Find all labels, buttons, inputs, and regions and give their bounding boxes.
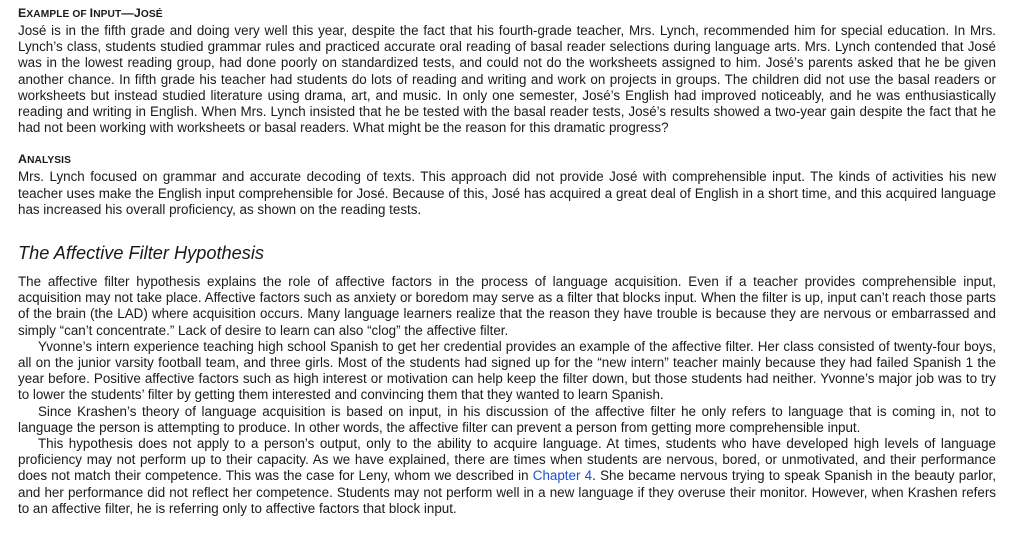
example-label: EXAMPLE OF INPUT—JOSÉ — [18, 6, 163, 20]
analysis-paragraph: Mrs. Lynch focused on grammar and accurate decoding of texts. This approach did not provide José with comprehensible input. The kinds of activities his new teacher uses make the English input comprehensible for José. Because of this, José has acquired a great deal of English in a short time, and this acquired language has increased his overall proficiency, as shown on the reading tests. — [18, 169, 996, 217]
section-paragraph-4 — [18, 436, 996, 517]
section-paragraph-3: Since Krashen’s theory of language acquisition is based on input, in his discussion of the affective filter he only refers to language that is coming in, not to language the person is attempting to produce. In other words, the affective filter can prevent a person from getting more comprehensible input. — [18, 403, 996, 435]
section-paragraph-1: The affective filter hypothesis explains the role of affective factors in the process of language acquisition. Even if a teacher provides comprehensible input, acquisition may not take place. Affective factors such as anxiety or boredom may serve as a filter that blocks input. When the filter is up, input can’t reach those parts of the brain (the LAD) where acquisition occurs. Many language learners realize that the reason they have trouble is because they are nervous or embarrassed and simply “can’t concentrate.” Lack of desire to learn can also “clog” the affective filter. — [18, 274, 996, 338]
paragraph-4-text-start: This hypothesis does not apply to a person’s output, only to the ability to acquire language. At times, students who have developed high levels of language proficiency may not perform up to their capacity. As we have explained, there are times when students are nervous, bored, or unmotivated, and their performance does not match their competence. This was the case for Leny, whom we described in — [18, 436, 996, 484]
analysis-label: ANALYSIS — [18, 152, 71, 167]
example-paragraph: José is in the fifth grade and doing very well this year, despite the fact that his fourth-grade teacher, Mrs. Lynch, recommended him for special education. In Mrs. Lynch’s class, students studied grammar rules and practiced accurate oral reading of basal reader selections during language arts. Mrs. Lynch contended that José was in the lowest reading group, had done poorly on standardized tests, and could not do the worksheets assigned to him. José’s parents asked that he be given another chance. In fifth grade his teacher had students do lots of reading and writing and work on projects in groups. The children did not use the basal readers or worksheets but instead studied literature using drama, art, and music. In only one semester, José’s English had improved noticeably, and he was enthusiastically reading and writing in English. When Mrs. Lynch insisted that he be tested with the basal reader tests, José’s results showed a two-year gain despite the fact that he had not been working with worksheets or basal readers. What might be the reason for this dramatic progress? — [18, 23, 996, 136]
top-border — [0, 0, 1024, 3]
chapter-4-link[interactable]: Chapter 4 — [532, 468, 593, 484]
section-paragraph-2: Yvonne’s intern experience teaching high school Spanish to get her credential provides an example of the affective filter. Her class consisted of twenty-four boys, all on the junior varsity football team, and three girls. Most of the students had signed up for the “new intern” teacher mainly because they had failed Spanish 1 the year before. Positive affective factors such as high interest or motivation can help keep the filter down, but those students had neither. Yvonne’s major job was to try to lower the students’ filter by getting them interested and convincing them that they wanted to learn Spanish. — [18, 338, 996, 403]
document-page — [18, 5, 996, 517]
paragraph-4-text-end: . She became nervous trying to speak Spanish in the beauty parlor, and her performance did not reflect her competence. Students may not perform well in a new language if they overuse their monitor. However, when Krashen refers to an affective filter, he is referring only to affective factors that block input. — [18, 468, 996, 516]
section-heading: The Affective Filter Hypothesis — [18, 243, 264, 264]
